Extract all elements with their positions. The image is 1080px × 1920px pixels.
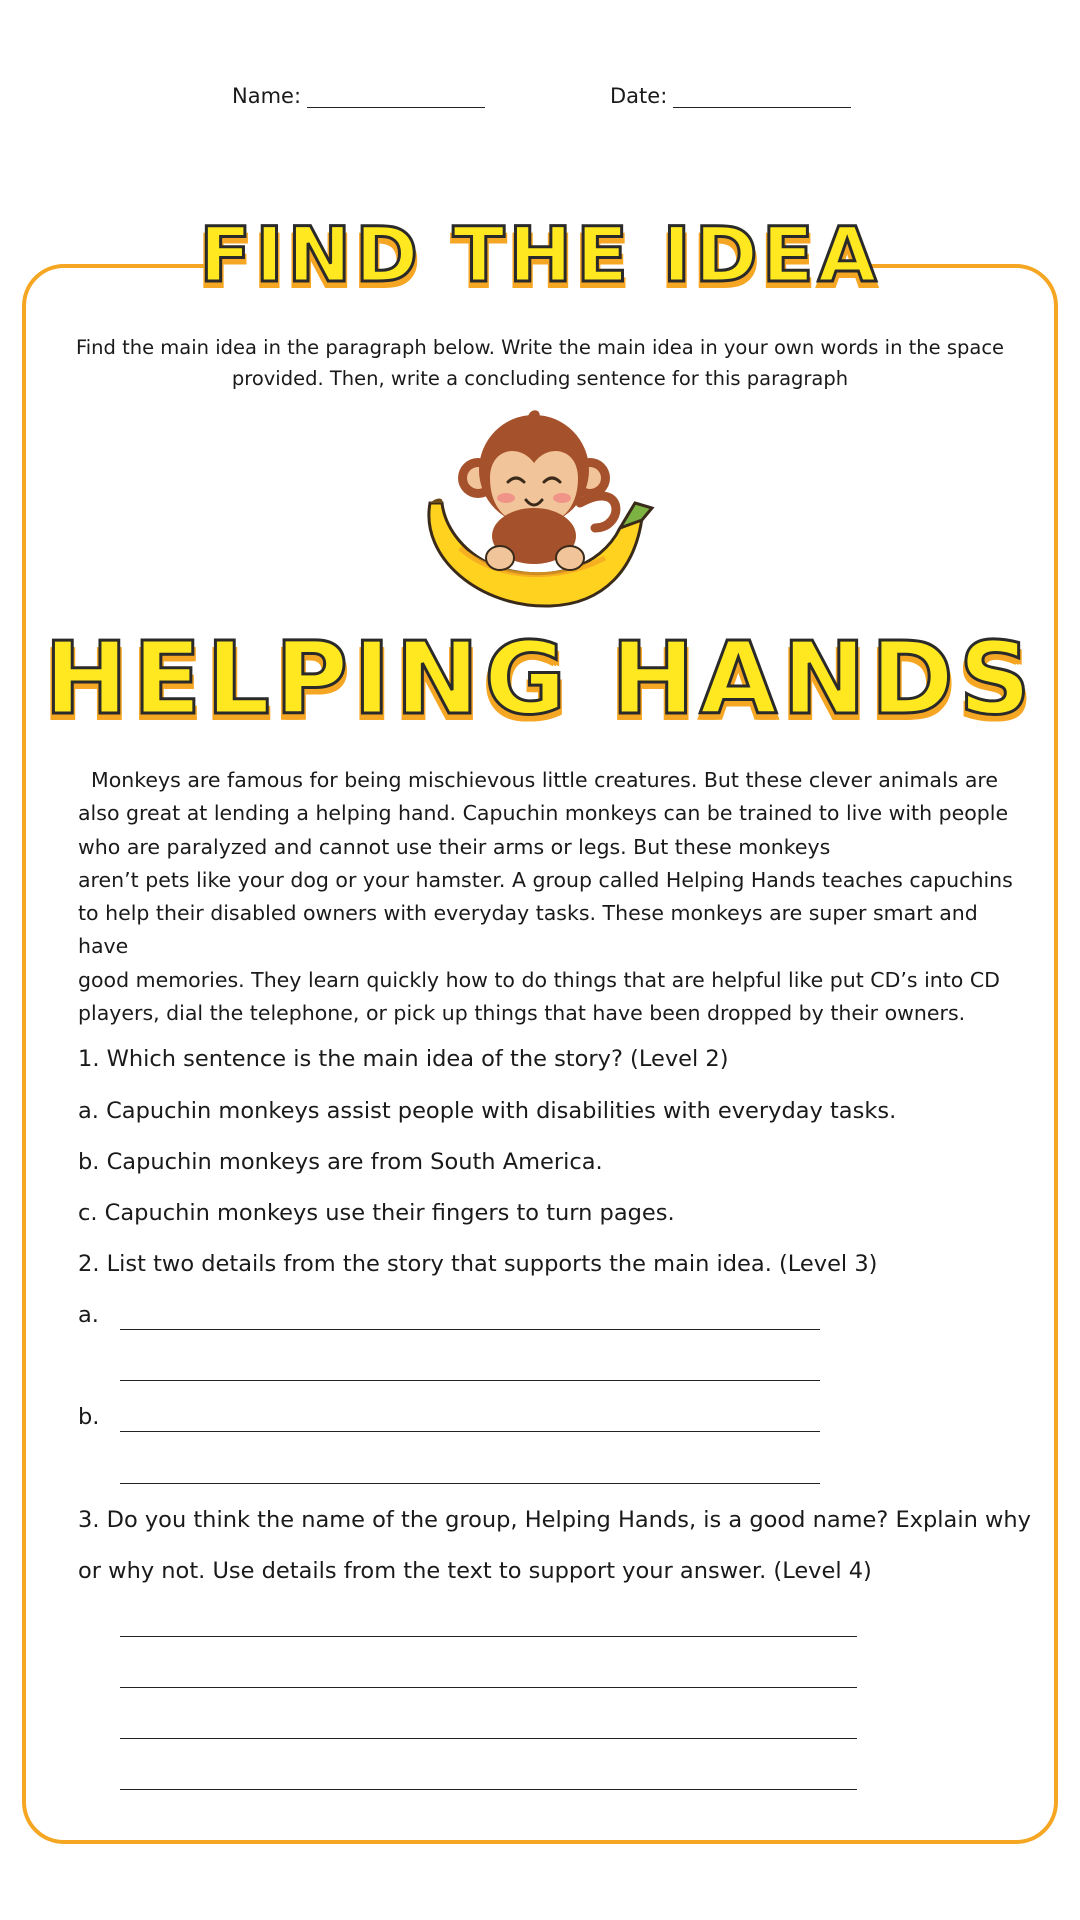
- date-input-line[interactable]: [673, 85, 851, 108]
- question-1-option-b[interactable]: b. Capuchin monkeys are from South America.: [78, 1149, 603, 1175]
- story-title: HELPING HANDS: [44, 620, 1036, 737]
- name-field: [232, 84, 485, 108]
- story-line: also great at lending a helping hand. Capuchin monkeys can be trained to live with people: [78, 801, 1009, 826]
- story-line: to help their disabled owners with everyday tasks. These monkeys are super smart and have: [78, 901, 978, 959]
- story-line: good memories. They learn quickly how to do things that are helpful like put CD’s into CD: [78, 967, 1000, 992]
- answer-line[interactable]: [120, 1687, 857, 1688]
- worksheet-title: FIND THE IDEA: [199, 210, 881, 299]
- monkey-banana-illustration: [420, 408, 660, 613]
- question-1: 1. Which sentence is the main idea of the story? (Level 2): [78, 1046, 729, 1072]
- answer-line[interactable]: [120, 1380, 820, 1381]
- question-2-label-b: b.: [78, 1404, 100, 1430]
- answer-line[interactable]: [120, 1636, 857, 1637]
- question-1-option-c[interactable]: c. Capuchin monkeys use their fingers to turn pages.: [78, 1200, 675, 1226]
- name-label: Name:: [232, 84, 302, 108]
- answer-line[interactable]: [120, 1483, 820, 1484]
- story-line: who are paralyzed and cannot use their arms or legs. But these monkeys: [78, 834, 831, 859]
- story-line: Monkeys are famous for being mischievous little creatures. But these clever animals are: [78, 768, 999, 792]
- name-input-line[interactable]: [307, 85, 485, 108]
- date-label: Date:: [610, 84, 668, 108]
- story-paragraph: [78, 764, 1013, 1030]
- question-2-label-a: a.: [78, 1302, 99, 1328]
- question-2: 2. List two details from the story that supports the main idea. (Level 3): [78, 1251, 878, 1277]
- question-1-option-a[interactable]: a. Capuchin monkeys assist people with disabilities with everyday tasks.: [78, 1098, 897, 1124]
- answer-line[interactable]: [120, 1431, 820, 1432]
- answer-line[interactable]: [120, 1789, 857, 1790]
- story-line: aren’t pets like your dog or your hamster. A group called Helping Hands teaches capuchins: [78, 867, 1013, 892]
- instructions: Find the main idea in the paragraph below. Write the main idea in your own words in the space provided. Then, write a concluding sentence for this paragraph: [75, 336, 1005, 390]
- question-3-line-1: 3. Do you think the name of the group, Helping Hands, is a good name? Explain why: [78, 1507, 1031, 1533]
- answer-line[interactable]: [120, 1738, 857, 1739]
- question-3-line-2: or why not. Use details from the text to support your answer. (Level 4): [78, 1558, 872, 1584]
- answer-line[interactable]: [120, 1329, 820, 1330]
- date-field: [610, 84, 851, 108]
- story-line: players, dial the telephone, or pick up things that have been dropped by their owners.: [78, 1001, 966, 1026]
